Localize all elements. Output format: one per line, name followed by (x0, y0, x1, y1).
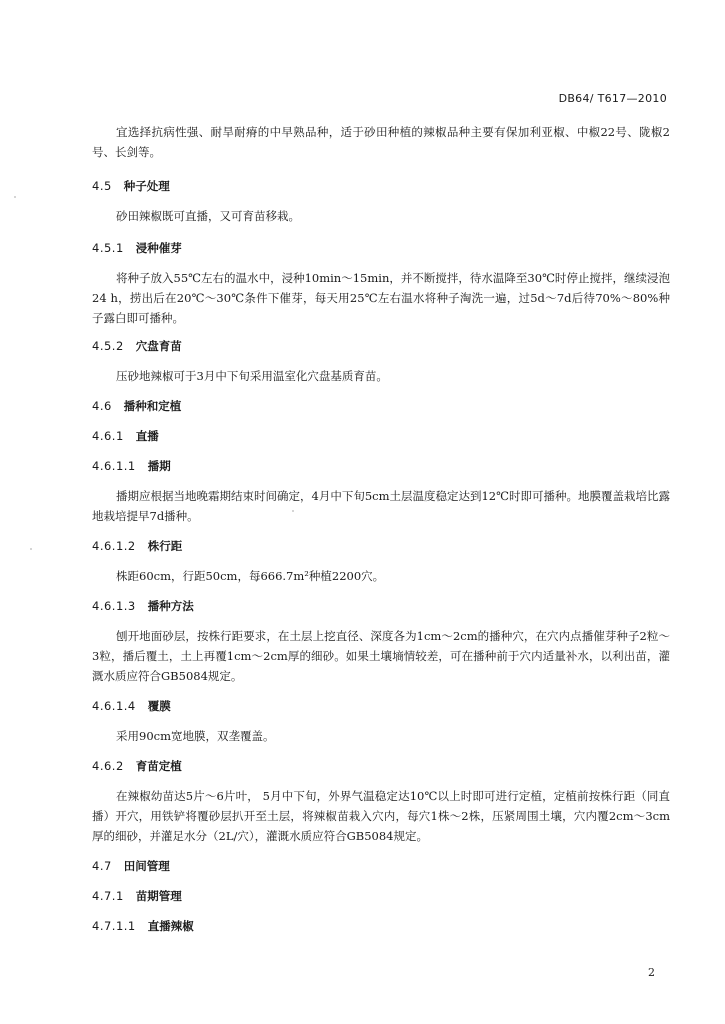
section-heading-4-6-1-3 (92, 596, 670, 616)
section-title: 种子处理 (123, 179, 170, 193)
section-number: 4.6 (92, 399, 112, 413)
paragraph-seed-treatment: 砂田辣椒既可直播，又可育苗移栽。 (116, 209, 300, 223)
scan-speck (30, 548, 32, 550)
section-number: 4.6.1.3 (92, 599, 136, 613)
paragraph-soaking: 将种子放入55℃左右的温水中，浸种10min～15min，并不断搅拌，待水温降至30℃时停止搅拌，继续浸泡24 h，捞出后在20℃～30℃条件下催芽，每天用25℃左右温水将种子淘洗一遍，过5d～7d后待70%～80%种子露白即可播种。 (92, 271, 670, 325)
section-number: 4.6.1 (92, 429, 124, 443)
section-heading-4-7 (92, 856, 670, 876)
section-title: 浸种催芽 (135, 241, 182, 255)
section-heading-4-6 (92, 396, 670, 416)
paragraph-seedling-tray: 压砂地辣椒可于3月中下旬采用温室化穴盘基质育苗。 (116, 369, 388, 383)
section-title: 直播 (135, 429, 159, 443)
section-heading-4-7-1-1 (92, 916, 670, 936)
section-title: 播种方法 (147, 599, 194, 613)
page-number: 2 (648, 966, 655, 979)
paragraph-variety: 宜选择抗病性强、耐旱耐瘠的中早熟品种，适于砂田种植的辣椒品种主要有保加利亚椒、中椒22号、陇椒2号、长剑等。 (92, 125, 670, 159)
section-number: 4.5.2 (92, 339, 124, 353)
section-heading-4-5-2 (92, 336, 670, 356)
section-title: 株行距 (147, 539, 183, 553)
document-code-header: DB64/ T617—2010 (558, 92, 667, 105)
scan-speck (292, 510, 294, 512)
section-heading-4-6-1-1 (92, 456, 670, 476)
paragraph-transplanting: 在辣椒幼苗达5片～6片叶， 5月中下旬，外界气温稳定达10℃以上时即可进行定植，定植前按株行距（同直播）开穴，用铁铲将覆砂层扒开至土层，将辣椒苗栽入穴内，每穴1株～2株，压紧周围土壤，穴内覆2cm～3cm厚的细砂，并灌足水分（2L/穴），灌溉水质应符合GB5084规定。 (92, 789, 670, 843)
section-heading-4-6-1-4 (92, 696, 670, 716)
section-title: 田间管理 (123, 859, 170, 873)
section-title: 覆膜 (147, 699, 171, 713)
section-number: 4.7.1 (92, 889, 124, 903)
section-number: 4.6.1.2 (92, 539, 136, 553)
section-heading-4-6-1-2 (92, 536, 670, 556)
section-number: 4.5.1 (92, 241, 124, 255)
section-heading-4-6-1 (92, 426, 670, 446)
section-number: 4.7.1.1 (92, 919, 136, 933)
section-heading-4-6-2 (92, 756, 670, 776)
section-title: 育苗定植 (135, 759, 182, 773)
section-number: 4.6.1.1 (92, 459, 136, 473)
paragraph-sowing-date: 播期应根据当地晚霜期结束时间确定，4月中下旬5cm土层温度稳定达到12℃时即可播种。地膜覆盖栽培比露地栽培提早7d播种。 (92, 489, 670, 523)
section-title: 播种和定植 (123, 399, 182, 413)
section-title: 苗期管理 (135, 889, 182, 903)
section-title: 穴盘育苗 (135, 339, 182, 353)
section-number: 4.5 (92, 179, 112, 193)
section-number: 4.7 (92, 859, 112, 873)
paragraph-sowing-method: 刨开地面砂层，按株行距要求，在土层上挖直径、深度各为1cm～2cm的播种穴，在穴内点播催芽种子2粒～3粒，播后覆土，土上再覆1cm～2cm厚的细砂。如果土壤墒情较差，可在播种前于穴内适量补水，以利出苗，灌溉水质应符合GB5084规定。 (92, 629, 670, 683)
section-heading-4-5 (92, 176, 670, 196)
paragraph-mulching: 采用90cm宽地膜，双垄覆盖。 (116, 729, 275, 743)
paragraph-spacing: 株距60cm，行距50cm，每666.7m²种植2200穴。 (116, 569, 385, 583)
section-heading-4-5-1 (92, 238, 670, 258)
section-number: 4.6.1.4 (92, 699, 136, 713)
section-heading-4-7-1 (92, 886, 670, 906)
section-title: 直播辣椒 (147, 919, 194, 933)
section-title: 播期 (147, 459, 171, 473)
section-number: 4.6.2 (92, 759, 124, 773)
document-body (92, 122, 670, 936)
scan-speck (14, 196, 16, 198)
